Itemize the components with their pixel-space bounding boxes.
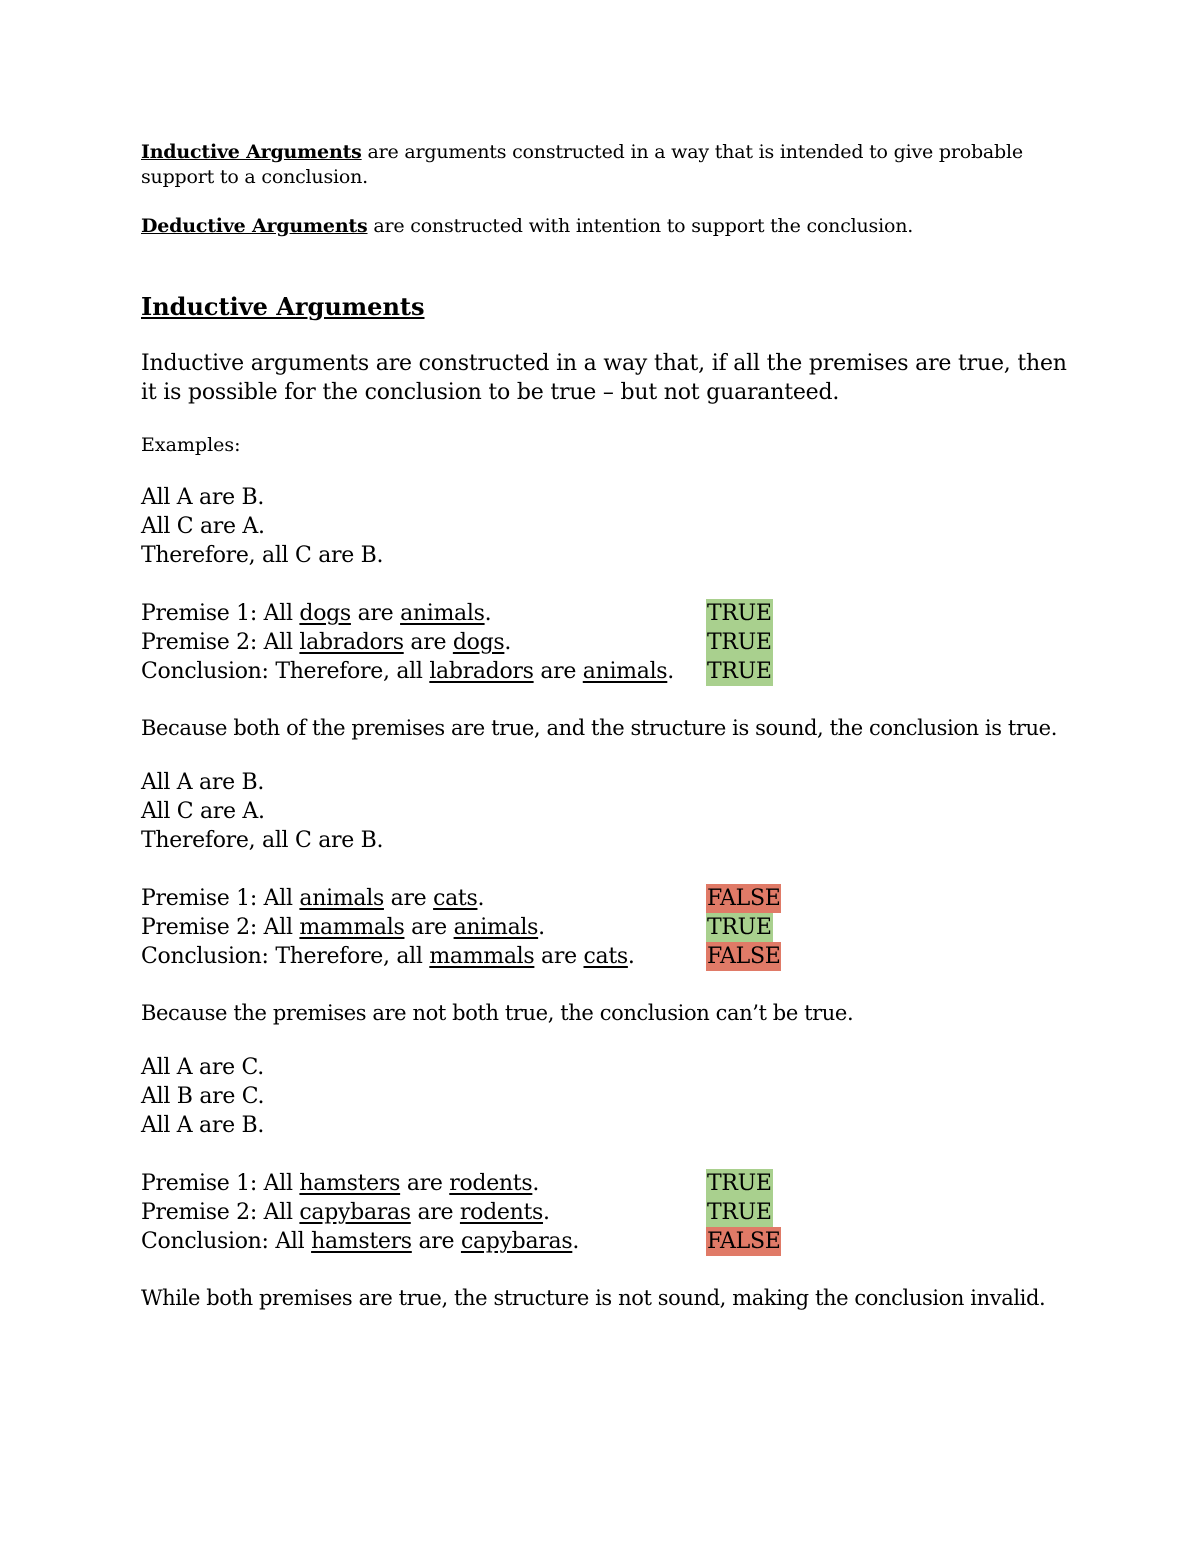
subject-term: capybaras <box>299 1200 411 1225</box>
intro-paragraph: Inductive arguments are constructed in a way that, if all the premises are true, then it is possible for the conclusion to be true – but not guaranteed. <box>141 351 1067 405</box>
schema-line: All C are A. <box>141 799 265 824</box>
false-badge: FALSE <box>707 944 781 969</box>
statement-prefix: Conclusion: All <box>141 1229 312 1254</box>
premise-statement <box>141 657 706 686</box>
predicate-term: animals <box>582 659 668 684</box>
subject-term: hamsters <box>311 1229 412 1254</box>
premise-row <box>141 884 1081 913</box>
schema-line: All A are B. <box>141 1113 265 1138</box>
premise-statement <box>141 1227 706 1256</box>
schema-line: All A are B. <box>141 485 265 510</box>
premise-row <box>141 1198 1081 1227</box>
premise-row <box>141 628 1081 657</box>
predicate-term: dogs <box>452 630 505 655</box>
premise-statement <box>141 884 706 913</box>
examples-list <box>141 483 1081 1312</box>
statement-prefix: Premise 1: All <box>141 1171 300 1196</box>
statement-copula: are <box>411 1229 461 1254</box>
example-conclusion-note: Because the premises are not both true, the conclusion can’t be true. <box>141 1001 854 1025</box>
statement-prefix: Conclusion: Therefore, all <box>141 944 430 969</box>
premise-row <box>141 599 1081 628</box>
premise-row <box>141 913 1081 942</box>
predicate-term: cats <box>433 886 478 911</box>
statement-copula: are <box>534 944 584 969</box>
statement-prefix: Premise 1: All <box>141 886 300 911</box>
statement-end: . <box>532 1171 540 1196</box>
premise-statement <box>141 913 706 942</box>
inductive-definition <box>141 140 1081 190</box>
statement-copula: are <box>383 886 434 911</box>
subject-term: dogs <box>299 601 351 626</box>
false-badge: FALSE <box>707 1229 781 1254</box>
subject-term: labradors <box>299 630 404 655</box>
statement-end: . <box>538 915 545 940</box>
statement-end: . <box>484 601 492 626</box>
predicate-term: animals <box>400 601 485 626</box>
statement-copula: are <box>403 630 453 655</box>
definitions <box>141 140 1081 239</box>
premise-row <box>141 1227 1081 1256</box>
inductive-term: Inductive Arguments <box>141 141 362 163</box>
statement-prefix: Conclusion: Therefore, all <box>141 659 430 684</box>
premise-row <box>141 1169 1081 1198</box>
inductive-definition-text: are arguments constructed in a way that is intended to give probable support to a conclusion. <box>141 141 1023 188</box>
statement-prefix: Premise 1: All <box>141 601 300 626</box>
section-heading: Inductive Arguments <box>141 292 425 321</box>
premise-statement <box>141 942 706 971</box>
example-conclusion-note: Because both of the premises are true, and the structure is sound, the conclusion is true. <box>141 716 1057 740</box>
deductive-definition-text: are constructed with intention to support the conclusion. <box>367 215 914 237</box>
subject-term: mammals <box>429 944 535 969</box>
premises-table <box>141 884 1081 971</box>
example-block <box>141 768 1081 1027</box>
statement-prefix: Premise 2: All <box>141 915 300 940</box>
examples-label: Examples: <box>141 434 241 456</box>
predicate-term: cats <box>583 944 628 969</box>
premise-statement <box>141 1169 706 1198</box>
predicate-term: animals <box>453 915 539 940</box>
example-conclusion-note: While both premises are true, the structure is not sound, making the conclusion invalid. <box>141 1286 1046 1310</box>
true-badge: TRUE <box>707 659 772 684</box>
statement-copula: are <box>350 601 401 626</box>
statement-end: . <box>572 1229 580 1254</box>
example-schema <box>141 483 1081 570</box>
document-page <box>141 140 1081 1312</box>
schema-line: Therefore, all C are B. <box>141 543 384 568</box>
predicate-term: rodents <box>459 1200 543 1225</box>
statement-prefix: Premise 2: All <box>141 630 300 655</box>
true-badge: TRUE <box>707 915 772 940</box>
schema-line: Therefore, all C are B. <box>141 828 384 853</box>
statement-end: . <box>543 1200 550 1225</box>
schema-line: All B are C. <box>141 1084 265 1109</box>
statement-copula: are <box>410 1200 460 1225</box>
statement-copula: are <box>400 1171 450 1196</box>
premise-statement <box>141 1198 706 1227</box>
subject-term: animals <box>299 886 384 911</box>
statement-copula: are <box>404 915 454 940</box>
premise-statement <box>141 599 706 628</box>
subject-term: hamsters <box>299 1171 401 1196</box>
deductive-term: Deductive Arguments <box>141 215 368 237</box>
example-schema <box>141 768 1081 855</box>
statement-end: . <box>477 886 485 911</box>
premises-table <box>141 599 1081 686</box>
premise-statement <box>141 628 706 657</box>
schema-line: All C are A. <box>141 514 265 539</box>
true-badge: TRUE <box>707 1171 772 1196</box>
subject-term: mammals <box>299 915 405 940</box>
predicate-term: rodents <box>449 1171 533 1196</box>
premise-row <box>141 657 1081 686</box>
true-badge: TRUE <box>707 1200 772 1225</box>
schema-line: All A are C. <box>141 1055 264 1080</box>
example-block <box>141 1053 1081 1312</box>
schema-line: All A are B. <box>141 770 265 795</box>
subject-term: labradors <box>429 659 534 684</box>
example-schema <box>141 1053 1081 1140</box>
predicate-term: capybaras <box>460 1229 573 1254</box>
true-badge: TRUE <box>707 601 772 626</box>
premise-row <box>141 942 1081 971</box>
example-block <box>141 483 1081 742</box>
false-badge: FALSE <box>707 886 781 911</box>
statement-prefix: Premise 2: All <box>141 1200 300 1225</box>
statement-end: . <box>627 944 635 969</box>
statement-end: . <box>667 659 674 684</box>
statement-copula: are <box>533 659 583 684</box>
premises-table <box>141 1169 1081 1256</box>
statement-end: . <box>504 630 512 655</box>
deductive-definition <box>141 214 1081 239</box>
true-badge: TRUE <box>707 630 772 655</box>
